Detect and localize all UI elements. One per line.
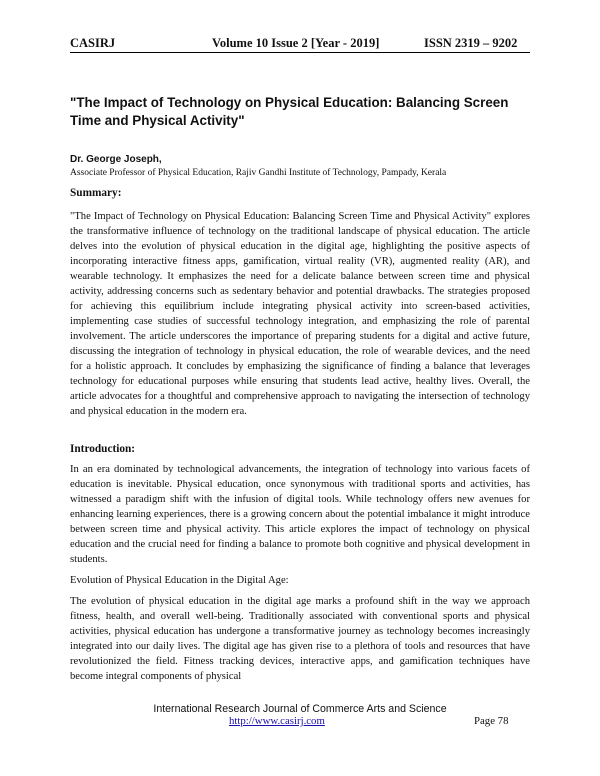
introduction-heading: Introduction: xyxy=(70,443,136,455)
header-rule xyxy=(70,52,530,53)
header-issn: ISSN 2319 – 9202 xyxy=(424,36,518,50)
evolution-text: The evolution of physical education in the digital age marks a profound shift in the way we approach fitness, health, and overall well-being. Traditionally associated with conventional sports and physical activities, physical education has undergone a transformative journey as technology becomes increasingly integrated into our daily lives. The digital age has given rise to a plethora of tools and resources that have revolutionized the field. Fitness tracking devices, interactive apps, and gamification techniques have become integral components of physical xyxy=(70,596,530,682)
page-number: Page 78 xyxy=(474,715,509,727)
article-title: "The Impact of Technology on Physical Education: Balancing Screen Time and Physical Activity" xyxy=(70,95,509,128)
author-name: Dr. George Joseph, xyxy=(70,154,162,165)
author-affiliation: Associate Professor of Physical Education, Rajiv Gandhi Institute of Technology, Pampady, Kerala xyxy=(70,168,447,178)
evolution-heading: Evolution of Physical Education in the Digital Age: xyxy=(70,575,289,586)
footer-journal: International Research Journal of Commerce Arts and Science xyxy=(153,703,447,715)
summary-heading: Summary: xyxy=(70,187,122,199)
footer-link[interactable]: http://www.casirj.com xyxy=(229,715,325,727)
header-volume: Volume 10 Issue 2 [Year - 2019] xyxy=(212,36,380,50)
summary-text: "The Impact of Technology on Physical Education: Balancing Screen Time and Physical Activity" explores the transformative influence of technology on the traditional landscape of physical education. The article delves into the evolution of physical education in the digital age, highlighting the positive aspects of incorporating interactive fitness apps, gamification, virtual reality (VR), augmented reality (AR), and wearable technology. It emphasizes the need for a delicate balance between screen time and physical activity, addressing concerns such as sedentary behavior and potential drawbacks. The strategies proposed for achieving this equilibrium include integrating physical activity into screen-based activities, implementing case studies of successful technology integration, and emphasizing the role of parental involvement. The article underscores the importance of preparing students for a digital and active future, discussing the integration of technology in physical education, the role of wearable devices, and the need for a holistic approach. It concludes by emphasizing the significance of finding a balance that leverages technology for educational purposes while ensuring that students lead active, healthy lives. Overall, the article advocates for a thoughtful and comprehensive approach to navigating the intersection of technology and physical education in the modern era. xyxy=(70,211,530,417)
header-journal: CASIRJ xyxy=(70,36,116,50)
introduction-text: In an era dominated by technological advancements, the integration of technology into various facets of education is inevitable. Physical education, once synonymous with traditional sports and activities, has witnessed a paradigm shift with the infusion of digital tools. While technology offers new avenues for enhancing learning experiences, there is a growing concern about the potential imbalance it might introduce between screen time and physical activity. This article explores the impact of technology on physical education and the crucial need for finding a balance to promote both cognitive and physical development in students. xyxy=(70,464,530,565)
